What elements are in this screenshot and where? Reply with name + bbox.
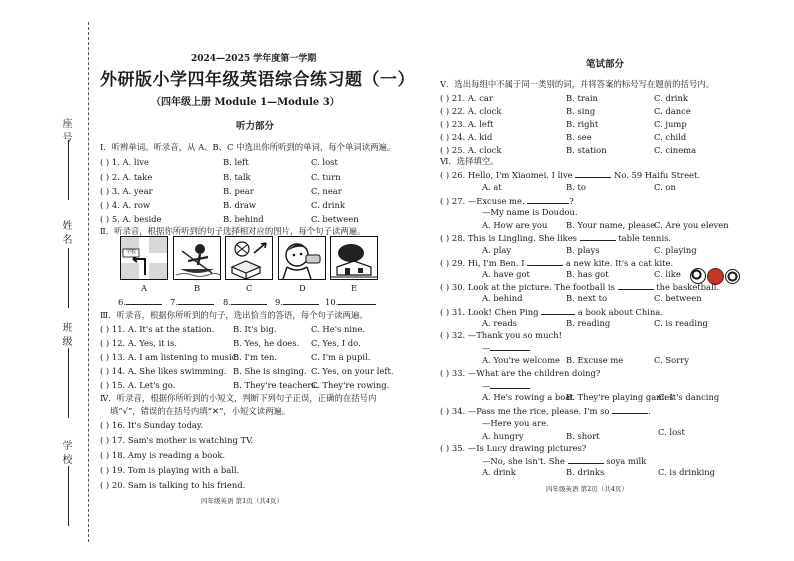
question-35-reply: [482, 456, 646, 465]
question-32-reply: [482, 343, 530, 352]
picture-c: [225, 236, 273, 280]
option-b: B. train: [566, 93, 598, 103]
option-c: C. child: [654, 132, 687, 142]
question-17[interactable]: ( ) 17. Sam's mother is watching TV.: [100, 435, 254, 445]
option-c: C. turn: [311, 172, 341, 182]
option-c: C. is reading: [654, 318, 708, 328]
question-31[interactable]: [440, 307, 663, 316]
option-a: A. He's rowing a boat: [482, 392, 574, 402]
question-35-text: —No, she isn't. She: [482, 456, 565, 466]
option-c: C. on: [654, 182, 676, 192]
option-b: B. next to: [566, 293, 607, 303]
question-34-text-end: .: [648, 406, 651, 416]
option-c: C. I'm a pupil.: [311, 352, 371, 362]
option-c: C. cinema: [654, 145, 697, 155]
picture-d-label: D: [299, 283, 306, 293]
section-2-instructions: Ⅱ．听录音，根据你所听到的句子选择相对应的图片，每个句子读两遍。: [100, 226, 366, 236]
answer-9-label: 9.: [275, 297, 283, 307]
option-c: C. drink: [654, 93, 688, 103]
question-27-blank[interactable]: [527, 196, 569, 204]
section-3-instructions: Ⅲ．听录音，根据你所听到的句子，选出恰当的答语，每个句子读两遍。: [100, 310, 368, 320]
answer-8-label: 8.: [223, 297, 231, 307]
page-1: [96, 0, 416, 561]
question-27-text-end: ?: [569, 196, 574, 206]
question-29[interactable]: [440, 258, 673, 267]
picture-b-label: B: [194, 283, 201, 293]
question-35-text-end: soya milk: [606, 456, 647, 466]
answer-8-blank[interactable]: [231, 297, 267, 305]
school-sign-text: 学校: [126, 249, 137, 255]
question-24[interactable]: ( ) 24. A. kid: [440, 132, 493, 142]
option-b: B. They're teachers.: [233, 380, 319, 390]
question-30-text: ( ) 30. Look at the picture. The football is: [440, 282, 615, 292]
page-1-footer: 四年级英语 第1页（共4页）: [201, 497, 283, 505]
question-11[interactable]: ( ) 11. A. It's at the station.: [100, 324, 215, 334]
option-c: C. Yes, I do.: [311, 338, 361, 348]
answer-7-label: 7.: [170, 297, 178, 307]
page-2-footer: 四年级英语 第2页（共4页）: [546, 485, 628, 493]
answer-10-label: 10.: [325, 297, 339, 307]
option-b: B. plays: [566, 245, 600, 255]
answer-6-blank[interactable]: [126, 297, 162, 305]
section-4-instructions-cont: 填“√”，错误的在括号内填“✕”，小短文读两遍。: [110, 406, 291, 416]
question-33[interactable]: ( ) 33. —What are the children doing?: [440, 368, 601, 378]
question-35-blank[interactable]: [568, 456, 604, 464]
question-31-blank[interactable]: [541, 307, 575, 315]
option-b: B. left: [223, 157, 249, 167]
school-input-line[interactable]: [68, 466, 69, 526]
option-c: C. He's nine.: [311, 324, 366, 334]
question-32-dash: —: [482, 343, 491, 353]
question-33-reply: [482, 381, 530, 390]
option-c: C. lost: [311, 157, 338, 167]
written-heading: 笔试部分: [586, 59, 625, 70]
option-b: B. Excuse me: [566, 355, 624, 365]
option-b: B. pear: [223, 186, 254, 196]
option-b: B. short: [566, 431, 600, 441]
question-21[interactable]: ( ) 21. A. car: [440, 93, 493, 103]
answer-10-blank[interactable]: [338, 297, 376, 305]
question-26-blank[interactable]: [575, 170, 611, 178]
option-c: C. drink: [311, 200, 345, 210]
option-b: B. I'm ten.: [233, 352, 278, 362]
question-34-reply: —Here you are.: [482, 418, 549, 428]
option-b: B. drinks: [566, 467, 605, 477]
question-31-text-end: a book about China.: [577, 307, 664, 317]
question-32[interactable]: ( ) 32. —Thank you so much!: [440, 330, 562, 340]
exam-subtitle: （四年级上册 Module 1—Module 3）: [151, 97, 340, 108]
option-b: B. They're playing games: [566, 392, 674, 402]
option-c: C. playing: [654, 245, 697, 255]
picture-e-label: E: [351, 283, 358, 293]
question-27-text: ( ) 27. —Excuse me.: [440, 196, 525, 206]
question-29-text-end: a new kite. It's a cat kite.: [565, 258, 674, 268]
question-35[interactable]: ( ) 35. —Is Lucy drawing pictures?: [440, 443, 587, 453]
boy-drinking-icon: [279, 237, 325, 279]
picture-b: [173, 236, 221, 280]
option-b: B. behind: [223, 214, 264, 224]
question-33-blank[interactable]: [490, 381, 530, 389]
option-c: C. dance: [654, 106, 691, 116]
rowing-man-icon: [174, 237, 220, 279]
page-2: [436, 0, 776, 561]
option-a: A. How are you: [482, 220, 548, 230]
option-a: A. reads: [482, 318, 517, 328]
question-26-text-end: No. 59 Haifu Street.: [613, 170, 701, 180]
picture-a-label: A: [141, 283, 148, 293]
tree-house-icon: [331, 237, 377, 279]
option-b: B. station: [566, 145, 607, 155]
section-5-instructions: Ⅴ．选出每组中不属于同一类别的词，并将答案的标号写在题前的括号内。: [440, 79, 715, 89]
option-a: A. have got: [482, 269, 530, 279]
option-b: B. draw: [223, 200, 257, 210]
option-c: C. Yes, on your left.: [311, 366, 394, 376]
question-26[interactable]: [440, 170, 700, 179]
question-34-text: ( ) 34. —Pass me the rice, please. I'm so: [440, 406, 610, 416]
question-18[interactable]: ( ) 18. Amy is reading a book.: [100, 450, 226, 460]
option-b: B. talk: [223, 172, 251, 182]
question-27[interactable]: [440, 196, 574, 205]
question-30-blank[interactable]: [618, 282, 654, 290]
question-25[interactable]: ( ) 25. A. clock: [440, 145, 502, 155]
option-c: C. It's dancing: [658, 392, 720, 402]
option-b: B. It's big.: [233, 324, 277, 334]
binding-strip: [0, 0, 95, 561]
question-1[interactable]: ( ) 1. A. live: [100, 157, 149, 167]
school-year: 2024—2025 学年度第一学期: [191, 54, 317, 64]
football-icon-2: [725, 269, 740, 284]
section-1-instructions: Ⅰ．听辨单词。听录音，从 A、B、C 中选出你所听到的单词，每个单词读两遍。: [100, 142, 396, 152]
name-label: 姓名: [60, 220, 71, 248]
option-b: B. She is singing.: [233, 366, 307, 376]
question-32-blank[interactable]: [490, 343, 530, 351]
option-c: C. near: [311, 186, 342, 196]
question-34[interactable]: [440, 406, 651, 415]
question-23[interactable]: ( ) 23. A. left: [440, 119, 494, 129]
question-15[interactable]: ( ) 15. A. Let's go.: [100, 380, 176, 390]
question-16[interactable]: ( ) 16. It's Sunday today.: [100, 420, 204, 430]
picture-e: [330, 236, 378, 280]
question-5[interactable]: ( ) 5. A. beside: [100, 214, 162, 224]
seat-label: 座号: [60, 118, 71, 146]
question-4[interactable]: ( ) 4. A. row: [100, 200, 151, 210]
question-30-text-end: the basketball.: [656, 282, 720, 292]
question-29-blank[interactable]: [527, 258, 563, 266]
question-14[interactable]: ( ) 14. A. She likes swimming.: [100, 366, 227, 376]
school-label: 学校: [60, 440, 71, 468]
option-c: C. between: [311, 214, 359, 224]
option-a: A. behind: [482, 293, 523, 303]
question-27-reply: —My name is Doudou.: [482, 207, 578, 217]
question-33-dash: —: [482, 381, 491, 391]
question-28-text: ( ) 28. This is Lingling. She likes: [440, 233, 577, 243]
option-b: B. has got: [566, 269, 609, 279]
exam-title: 外研版小学四年级英语综合练习题（一）: [100, 70, 415, 90]
question-2[interactable]: ( ) 2. A. take: [100, 172, 153, 182]
option-c: C. Sorry: [654, 355, 689, 365]
question-30[interactable]: [440, 282, 719, 291]
option-b: B. Your name, please: [566, 220, 656, 230]
option-c: C. lost: [658, 427, 685, 437]
option-c: C. is drinking: [658, 467, 716, 477]
option-c: C. jump: [654, 119, 687, 129]
question-13[interactable]: ( ) 13. A. I am listening to music.: [100, 352, 239, 362]
name-input-line[interactable]: [68, 248, 69, 308]
question-28[interactable]: [440, 233, 671, 242]
question-28-text-end: table tennis.: [618, 233, 672, 243]
picture-d: [278, 236, 326, 280]
question-22[interactable]: ( ) 22. A. clock: [440, 106, 502, 116]
answer-7-blank[interactable]: [178, 297, 214, 305]
option-c: C. like: [654, 269, 681, 279]
option-a: A. hungry: [482, 431, 524, 441]
picture-c-label: C: [246, 283, 253, 293]
question-12[interactable]: ( ) 12. A. Yes, it is.: [100, 338, 177, 348]
answer-9-blank[interactable]: [283, 297, 319, 305]
option-b: B. sing: [566, 106, 596, 116]
question-31-text: ( ) 31. Look! Chen Ping: [440, 307, 539, 317]
question-29-text: ( ) 29. Hi, I'm Ben. I: [440, 258, 525, 268]
class-input-line[interactable]: [68, 348, 69, 418]
ball-and-box-icon: [226, 237, 272, 279]
section-4-instructions: Ⅳ．听录音，根据你所听到的小短文，判断下列句子正误，正确的在括号内: [100, 393, 377, 403]
option-b: B. to: [566, 182, 586, 192]
question-28-blank[interactable]: [580, 233, 616, 241]
option-a: A. play: [482, 245, 512, 255]
crossroad-sign-icon: [121, 237, 167, 279]
question-3[interactable]: ( ) 3. A. year: [100, 186, 153, 196]
binding-dashed-line: [88, 22, 89, 542]
picture-a: [120, 236, 168, 280]
option-b: B. Yes, he does.: [233, 338, 300, 348]
seat-input-line[interactable]: [68, 140, 69, 200]
question-34-blank[interactable]: [612, 406, 648, 414]
option-b: B. reading: [566, 318, 611, 328]
option-c: C. between: [654, 293, 702, 303]
option-a: A. drink: [482, 467, 516, 477]
option-a: A. at: [482, 182, 502, 192]
question-20[interactable]: ( ) 20. Sam is talking to his friend.: [100, 480, 246, 490]
listening-heading: 听力部分: [236, 121, 275, 132]
option-c: C. Are you eleven: [654, 220, 729, 230]
option-b: B. right: [566, 119, 599, 129]
option-a: A. You're welcome: [482, 355, 560, 365]
option-b: B. see: [566, 132, 592, 142]
question-19[interactable]: ( ) 19. Tom is playing with a ball.: [100, 465, 240, 475]
answer-6-label: 6.: [118, 297, 126, 307]
option-c: C. They're rowing.: [311, 380, 390, 390]
class-label: 班级: [60, 322, 71, 350]
question-26-text: ( ) 26. Hello, I'm Xiaomei. I live: [440, 170, 573, 180]
section-6-instructions: Ⅵ．选择填空。: [440, 156, 499, 166]
